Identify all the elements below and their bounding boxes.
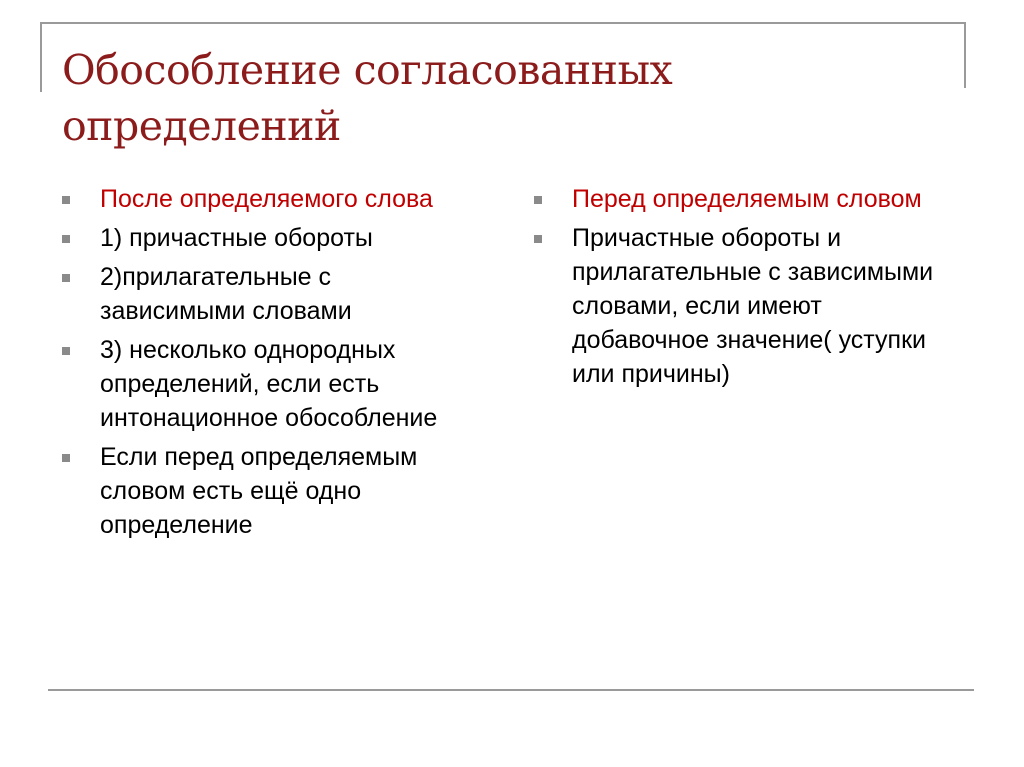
- square-bullet-icon: [62, 347, 70, 355]
- square-bullet-icon: [62, 274, 70, 282]
- list-item: [534, 182, 964, 216]
- list-item: [62, 260, 482, 328]
- list-item: [62, 440, 482, 542]
- square-bullet-icon: [534, 235, 542, 243]
- list-item-text: Если перед определяемым словом есть ещё одно определение: [100, 443, 418, 539]
- list-item: [62, 221, 482, 255]
- list-item-text: 3) несколько однородных определений, если есть интонационное обособление: [100, 336, 438, 432]
- square-bullet-icon: [62, 196, 70, 204]
- list-item-text: Причастные обороты и прилагательные с зависимыми словами, если имеют добавочное значение( уступки или причины): [572, 224, 934, 388]
- frame-top-line: [40, 22, 966, 24]
- list-item-text: После определяемого слова: [100, 185, 433, 213]
- frame-bottom-line: [48, 689, 974, 691]
- slide-title: Обособление согласованных определений: [62, 46, 673, 150]
- frame-left-line: [40, 22, 42, 92]
- square-bullet-icon: [62, 235, 70, 243]
- list-item: [62, 182, 482, 216]
- square-bullet-icon: [62, 454, 70, 462]
- list-item: [534, 221, 964, 391]
- list-item-text: 1) причастные обороты: [100, 224, 373, 252]
- frame-right-line: [964, 22, 966, 88]
- square-bullet-icon: [534, 196, 542, 204]
- list-item: [62, 333, 482, 435]
- list-item-text: 2)прилагательные с зависимыми словами: [100, 263, 352, 325]
- left-column-list: [62, 182, 482, 547]
- right-column-list: [534, 182, 964, 396]
- list-item-text: Перед определяемым словом: [572, 185, 922, 213]
